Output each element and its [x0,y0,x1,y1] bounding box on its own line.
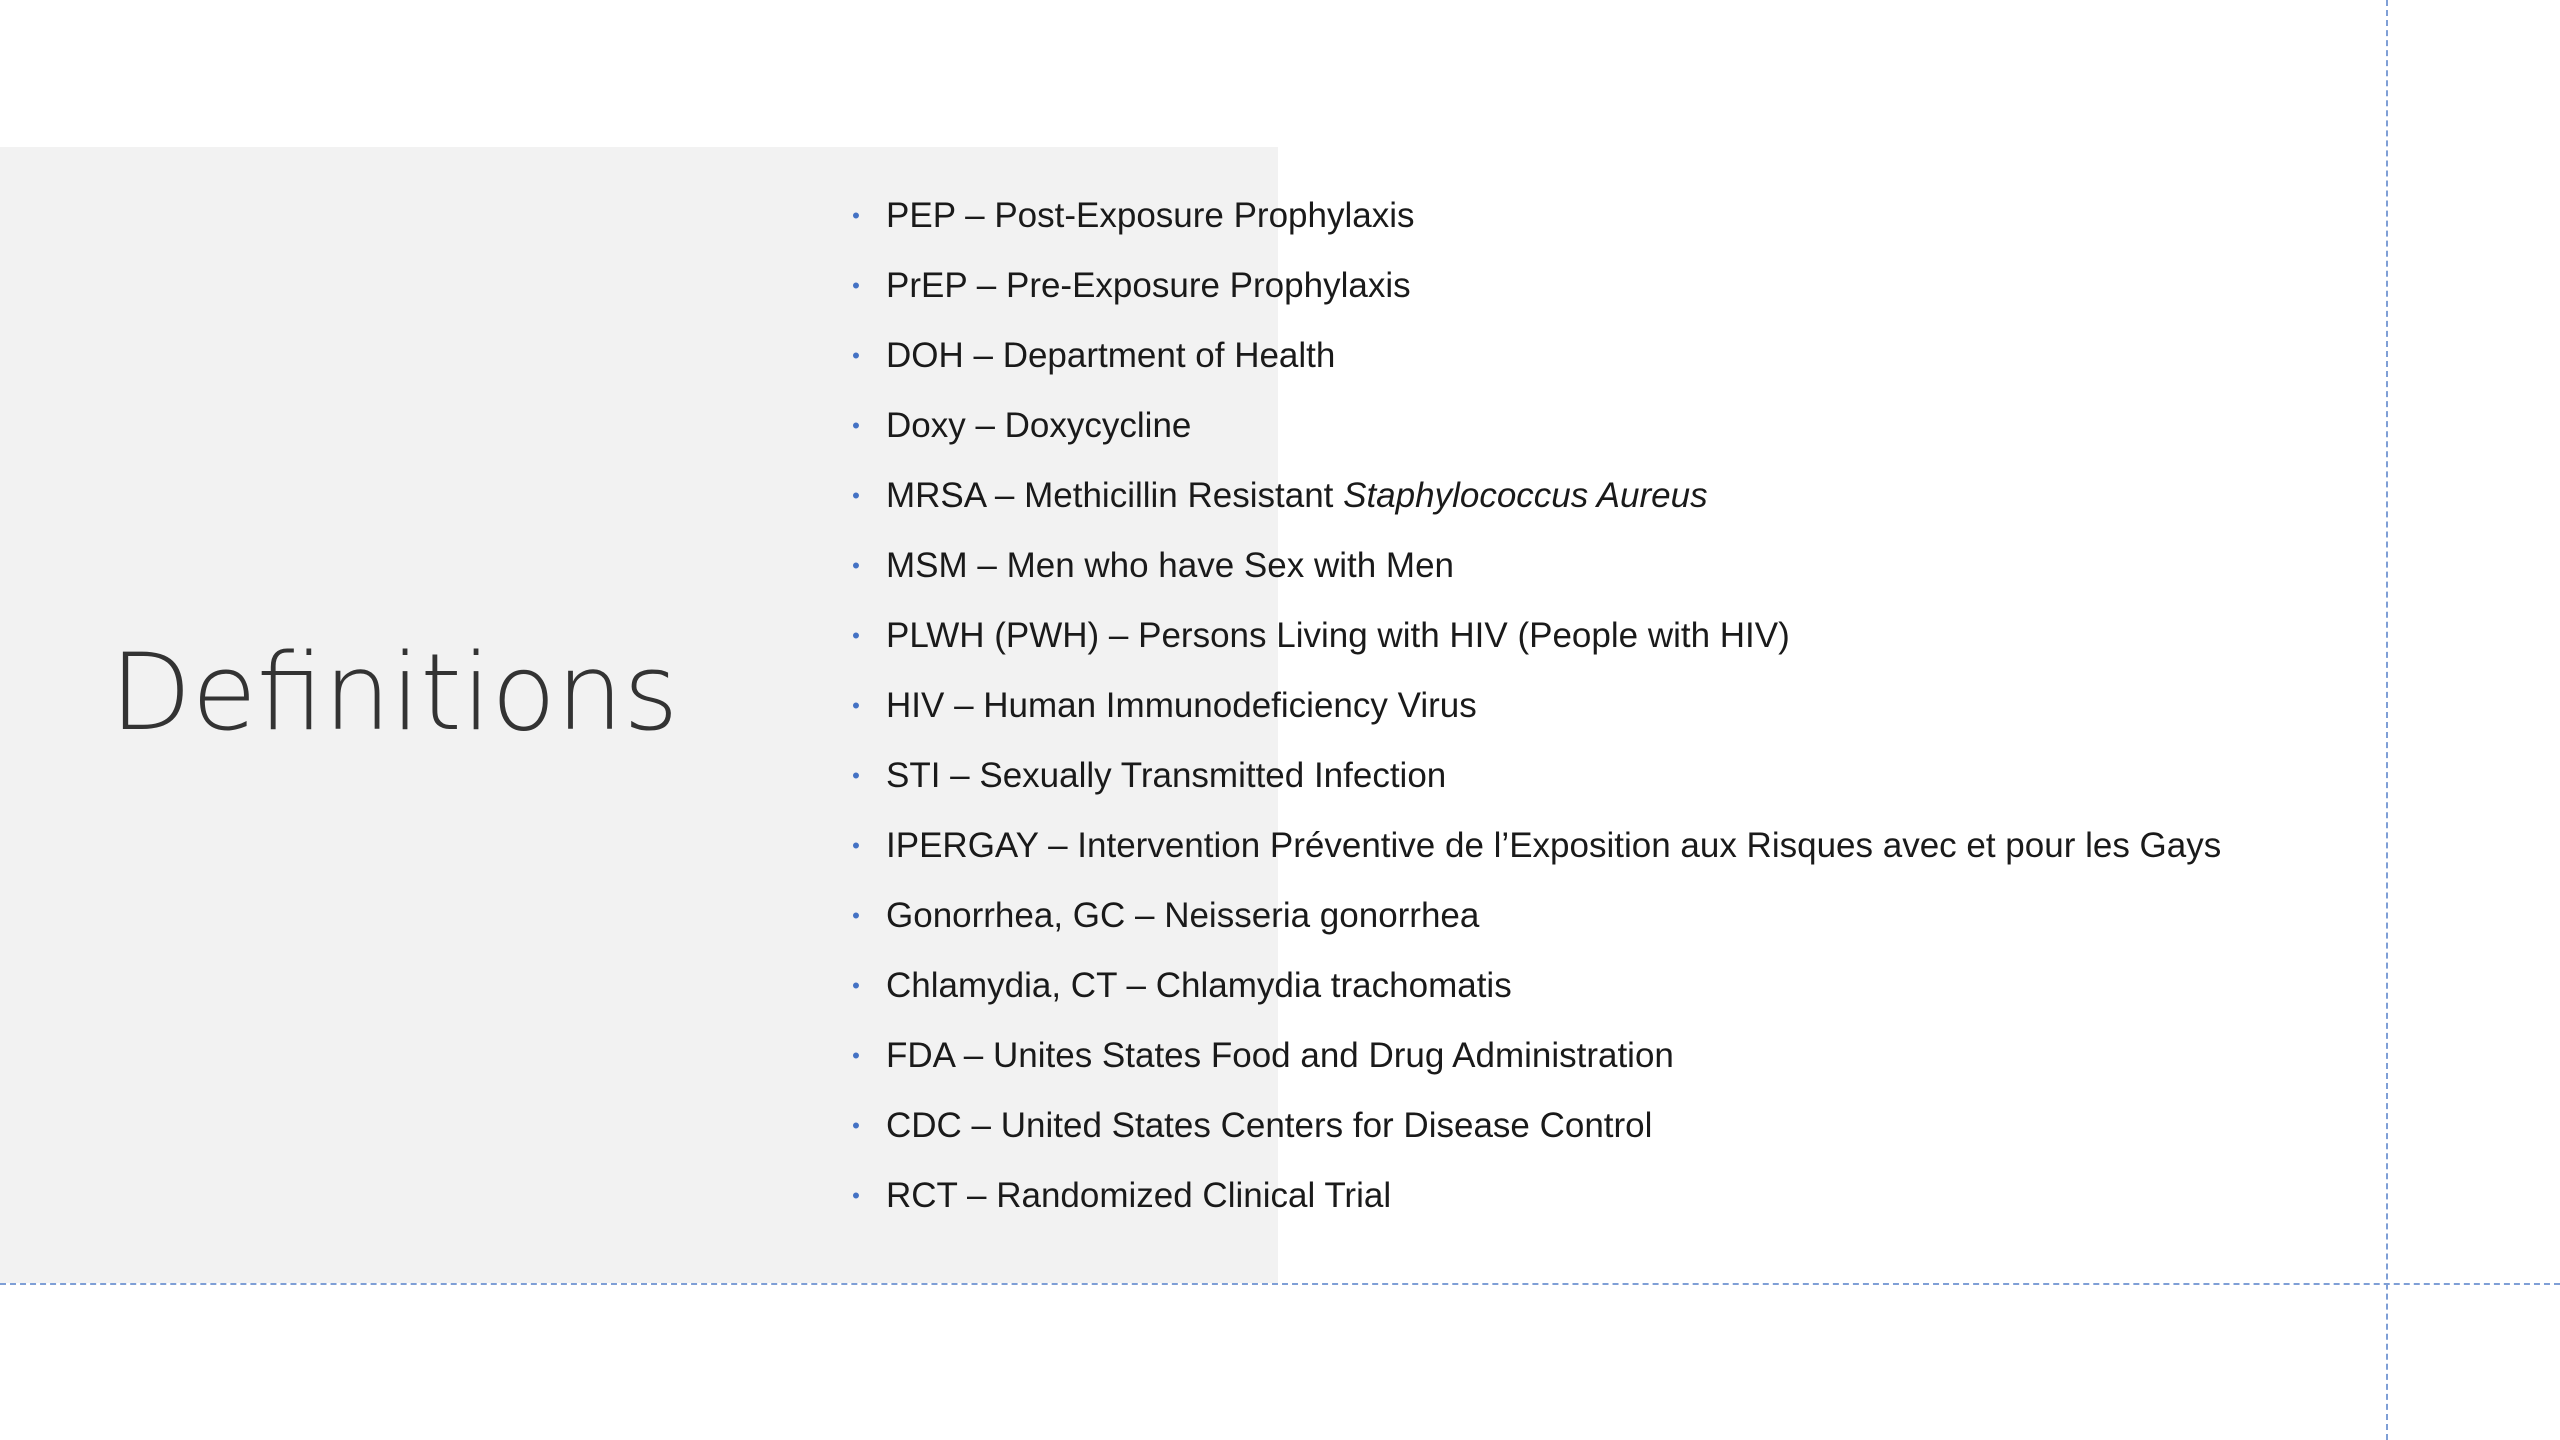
definition-item [846,540,2221,610]
definition-text: MSM – Men who have Sex with Men [886,546,1455,585]
definition-text: RCT – Randomized Clinical Trial [886,1176,1392,1215]
definition-item [846,610,2221,680]
definition-text: PrEP – Pre-Exposure Prophylaxis [886,266,1411,305]
definition-text: PLWH (PWH) – Persons Living with HIV (People with HIV) [886,616,1790,655]
definition-text: Doxy – Doxycycline [886,406,1192,445]
definition-item [846,1030,2221,1100]
definition-item [846,190,2221,260]
definition-item [846,960,2221,1030]
bullet-dot-icon: • [852,903,860,928]
definition-item [846,330,2221,400]
bullet-dot-icon: • [852,343,860,368]
slide-title: Definitions [110,631,679,754]
bullet-dot-icon: • [852,833,860,858]
bullet-dot-icon: • [852,973,860,998]
definition-text: HIV – Human Immunodeficiency Virus [886,686,1477,725]
bullet-dot-icon: • [852,693,860,718]
definition-text: FDA – Unites States Food and Drug Administration [886,1036,1674,1075]
definition-item [846,470,2221,540]
bullet-dot-icon: • [852,553,860,578]
definition-item [846,1170,2221,1240]
definition-item [846,400,2221,470]
definition-item [846,680,2221,750]
definition-text-italic: Staphylococcus Aureus [1343,476,1708,515]
definition-text: Chlamydia, CT – Chlamydia trachomatis [886,966,1512,1005]
definition-text: CDC – United States Centers for Disease Control [886,1106,1653,1145]
bullet-dot-icon: • [852,413,860,438]
bullet-dot-icon: • [852,203,860,228]
definition-list [846,190,2221,1240]
definition-text: Gonorrhea, GC – Neisseria gonorrhea [886,896,1480,935]
definition-item [846,750,2221,820]
definition-item [846,820,2221,890]
definition-text: STI – Sexually Transmitted Infection [886,756,1447,795]
bullet-dot-icon: • [852,483,860,508]
definition-text: IPERGAY – Intervention Préventive de l’Exposition aux Risques avec et pour les Gays [886,826,2222,865]
horizontal-guide-line [0,1283,2560,1285]
definition-item [846,890,2221,960]
bullet-dot-icon: • [852,1183,860,1208]
bullet-dot-icon: • [852,623,860,648]
bullet-dot-icon: • [852,273,860,298]
definition-text: MRSA – Methicillin Resistant [886,476,1344,515]
definition-item [846,1100,2221,1170]
definition-item [846,260,2221,330]
vertical-guide-line [2386,0,2388,1440]
bullet-dot-icon: • [852,1113,860,1138]
bullet-dot-icon: • [852,763,860,788]
definition-text: PEP – Post-Exposure Prophylaxis [886,196,1415,235]
bullet-dot-icon: • [852,1043,860,1068]
definition-text: DOH – Department of Health [886,336,1336,375]
